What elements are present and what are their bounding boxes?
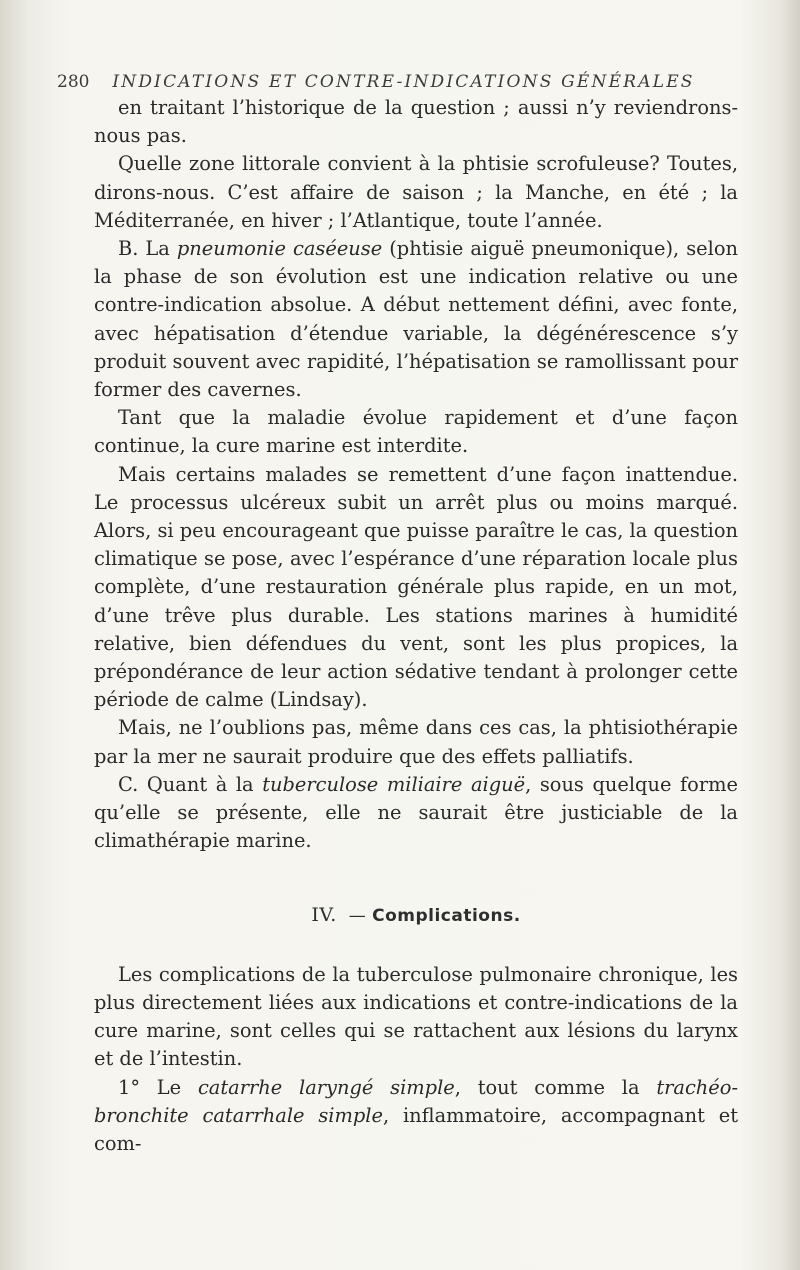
italic-term: tuberculose miliaire aiguë bbox=[262, 772, 526, 796]
running-header bbox=[57, 72, 757, 92]
text-run: 1° Le bbox=[118, 1075, 198, 1099]
section-dash: — bbox=[348, 906, 367, 927]
section-heading bbox=[94, 901, 738, 930]
text-run: , sous quelque forme qu’elle se présente, elle ne saurait être justiciable de la climathérapie marine. bbox=[94, 772, 738, 853]
section-title: Complications. bbox=[372, 906, 521, 927]
paragraphs-after bbox=[94, 961, 738, 1158]
text-run: en traitant l’historique de la question ; aussi n’y reviendrons-nous pas. bbox=[94, 96, 738, 148]
paragraph bbox=[94, 461, 738, 715]
paragraph bbox=[94, 1074, 738, 1159]
page-number: 280 bbox=[57, 72, 90, 92]
running-title: INDICATIONS ET CONTRE-INDICATIONS GÉNÉRALES bbox=[112, 72, 695, 92]
paragraph bbox=[94, 404, 738, 460]
paragraph bbox=[94, 961, 738, 1074]
paragraph bbox=[94, 235, 738, 404]
paragraphs-before bbox=[94, 94, 738, 855]
italic-term: pneumonie caséeuse bbox=[176, 237, 383, 261]
text-run: Tant que la maladie évolue rapidement et d’une façon continue, la cure marine est interdite. bbox=[94, 406, 738, 458]
text-run: Les complications de la tuberculose pulmonaire chronique, les plus directement liées aux indications et contre-indications de la cure marine, sont celles qui se rattachent aux lésions du larynx et de l’intestin. bbox=[94, 962, 738, 1071]
paragraph bbox=[94, 714, 738, 770]
paragraph bbox=[94, 771, 738, 856]
italic-term: trachéo-bronchite catarrhale simple bbox=[94, 1075, 738, 1127]
text-run: Mais, ne l’oublions pas, même dans ces cas, la phtisiothérapie par la mer ne saurait produire que des effets palliatifs. bbox=[94, 716, 738, 768]
italic-term: catarrhe laryngé simple bbox=[197, 1075, 455, 1099]
text-run: , tout comme la bbox=[454, 1075, 657, 1099]
paragraph bbox=[94, 150, 738, 235]
text-run: Quelle zone littorale convient à la phtisie scrofuleuse? Toutes, dirons-nous. C’est affaire de saison ; la Manche, en été ; la Méditerranée, en hiver ; l’Atlantique, toute l’année. bbox=[94, 152, 738, 232]
text-run: C. Quant à la bbox=[118, 772, 263, 796]
text-run: Mais certains malades se remettent d’une façon inattendue. Le processus ulcéreux subit un arrêt plus ou moins marqué. Alors, si peu encourageant que puisse paraître le cas, la question climatique se pose, avec l’espérance d’une réparation locale plus complète, d’une restauration générale plus rapide, en un mot, d’une trêve plus durable. Les stations marines à humidité relative, bien défendues du vent, sont les plus propices, la prépondérance de leur action sédative tendant à prolonger cette période de calme (Lindsay). bbox=[94, 462, 738, 712]
paragraph bbox=[94, 94, 738, 150]
text-run: B. La bbox=[118, 237, 177, 261]
section-number: IV. bbox=[311, 904, 337, 927]
text-run: , inflammatoire, accompagnant et com- bbox=[94, 1103, 739, 1155]
body-text bbox=[94, 94, 738, 1158]
text-run: (phtisie aiguë pneumonique), selon la phase de son évolution est une indication relative ou une contre-indication absolue. A début nettement défini, avec fonte, avec hépatisation d’étendue variable, la dégénérescence s’y produit souvent avec rapidité, l’hépatisation se ramollissant pour former des cavernes. bbox=[94, 237, 738, 402]
